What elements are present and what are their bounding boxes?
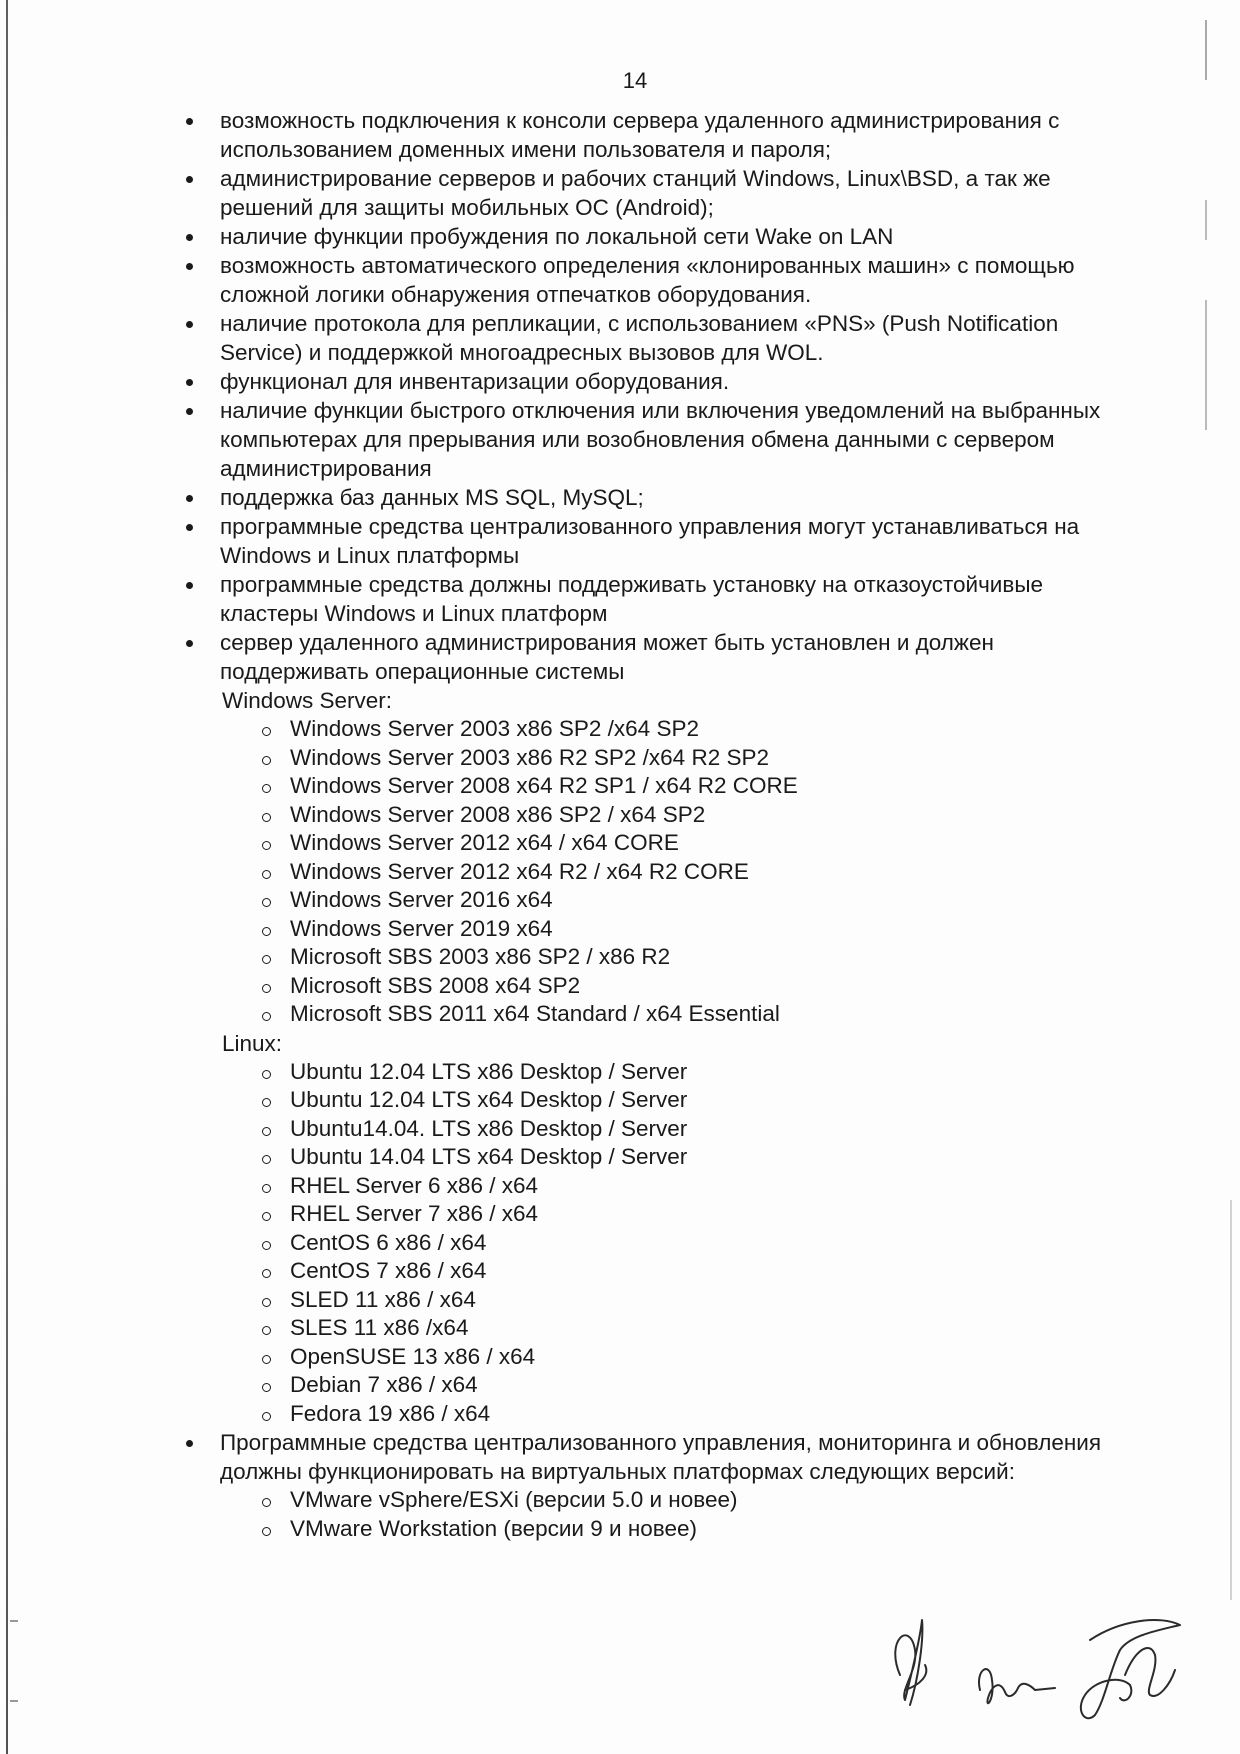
windows-server-label: Windows Server: [222,688,393,713]
list-item: наличие протокола для репликации, с использованием «PNS» (Push Notification Service) и поддержкой многоадресных вызовов для WOL. [182,309,1142,367]
list-item: возможность подключения к консоли сервера удаленного администрирования с использованием доменных имени пользователя и пароля; [182,106,1142,164]
page-number: 14 [622,68,648,93]
os-item: Ubuntu 12.04 LTS x64 Desktop / Server [220,1086,1142,1115]
os-item: RHEL Server 7 x86 / x64 [220,1200,1142,1229]
os-item: Windows Server 2008 x64 R2 SP1 / x64 R2 CORE [220,772,1142,801]
os-item: SLES 11 x86 /x64 [220,1314,1142,1343]
platform-item: VMware Workstation (версии 9 и новее) [220,1515,1142,1544]
linux-label: Linux: [222,1030,283,1056]
os-item: Ubuntu 12.04 LTS x86 Desktop / Server [220,1058,1142,1087]
os-item: OpenSUSE 13 x86 / x64 [220,1343,1142,1372]
scan-mark [10,1700,18,1702]
list-item: наличие функции пробуждения по локальной сети Wake on LAN [182,222,1142,251]
os-item: Windows Server 2012 x64 / x64 CORE [220,829,1142,858]
scan-mark [1205,300,1207,430]
scan-mark [1205,200,1207,240]
handwritten-signatures [880,1580,1210,1730]
list-item: поддержка баз данных MS SQL, MySQL; [182,483,1142,512]
list-item: функционал для инвентаризации оборудования. [182,367,1142,396]
os-item: Microsoft SBS 2011 x64 Standard / x64 Essential [220,1000,1142,1029]
os-item: Windows Server 2019 x64 [220,915,1142,944]
list-item: программные средства централизованного управления могут устанавливаться на Windows и Linux платформы [182,512,1142,570]
os-item: Microsoft SBS 2003 x86 SP2 / x86 R2 [220,943,1142,972]
signature-drawing [880,1580,1210,1730]
virtualization-text: Программные средства централизованного управления, мониторинга и обновления должны функционировать на виртуальных платформах следующих версий: [220,1430,1102,1484]
scan-mark [10,1620,18,1622]
linux-os-list [220,1058,1142,1429]
platform-item: VMware vSphere/ESXi (версии 5.0 и новее) [220,1486,1142,1515]
os-item: Ubuntu14.04. LTS x86 Desktop / Server [220,1115,1142,1144]
scan-edge [6,0,8,1754]
os-item: CentOS 7 x86 / x64 [220,1257,1142,1286]
os-item: Debian 7 x86 / x64 [220,1371,1142,1400]
requirements-list [182,106,1142,1543]
list-item: возможность автоматического определения «клонированных машин» с помощью сложной логики обнаружения отпечатков оборудования. [182,251,1142,309]
os-item: Fedora 19 x86 / x64 [220,1400,1142,1429]
virtual-platform-list [220,1486,1142,1543]
os-item: Windows Server 2003 x86 SP2 /x64 SP2 [220,715,1142,744]
os-item: SLED 11 x86 / x64 [220,1286,1142,1315]
list-item: наличие функции быстрого отключения или включения уведомлений на выбранных компьютерах для прерывания или возобновления обмена данными с сервером администрирования [182,396,1142,483]
os-item: Windows Server 2012 x64 R2 / x64 R2 CORE [220,858,1142,887]
scan-mark [1230,1200,1232,1600]
os-item: Windows Server 2008 x86 SP2 / x64 SP2 [220,801,1142,830]
list-item: администрирование серверов и рабочих станций Windows, Linux\BSD, а так же решений для защиты мобильных ОС (Android); [182,164,1142,222]
windows-os-list [220,715,1142,1029]
os-item: Windows Server 2003 x86 R2 SP2 /x64 R2 SP2 [220,744,1142,773]
list-item-virtualization [182,1428,1142,1543]
os-item: Microsoft SBS 2008 x64 SP2 [220,972,1142,1001]
list-item: программные средства должны поддерживать установку на отказоустойчивые кластеры Windows и Linux платформ [182,570,1142,628]
os-item: Ubuntu 14.04 LTS x64 Desktop / Server [220,1143,1142,1172]
os-item: CentOS 6 x86 / x64 [220,1229,1142,1258]
document-body [182,106,1142,1543]
list-item-os-support [182,628,1142,1428]
os-support-text: сервер удаленного администрирования может быть установлен и должен поддерживать операционные системы [220,630,994,684]
os-item: RHEL Server 6 x86 / x64 [220,1172,1142,1201]
os-item: Windows Server 2016 x64 [220,886,1142,915]
